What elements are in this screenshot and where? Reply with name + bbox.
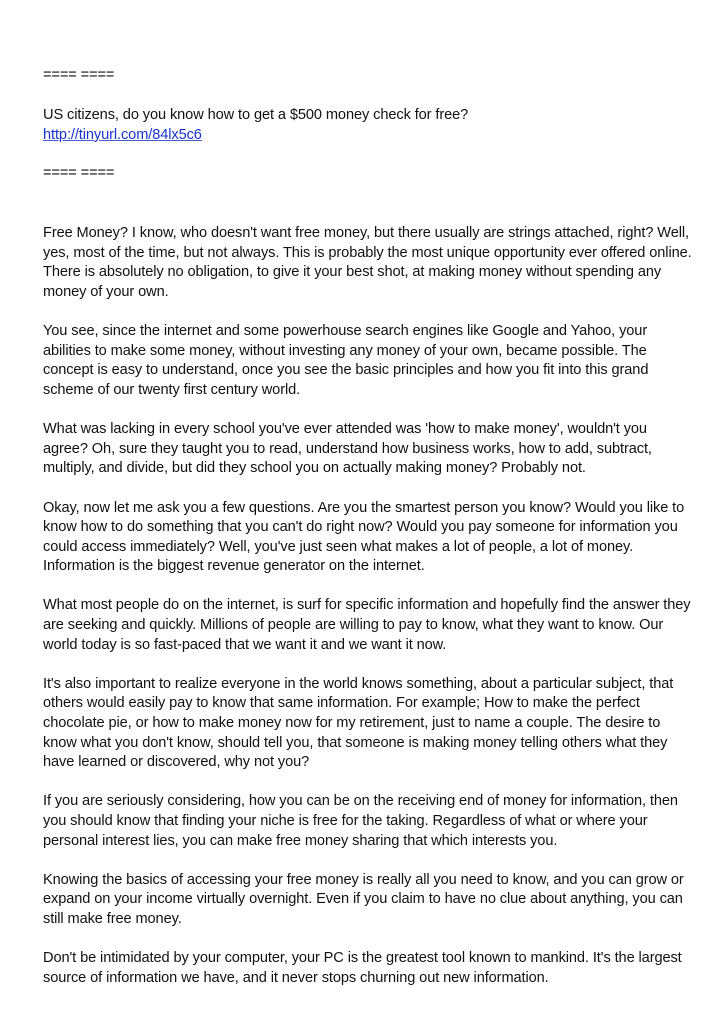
promo-link[interactable]: http://tinyurl.com/84lx5c6	[43, 126, 202, 143]
paragraph-niche: If you are seriously considering, how you can be on the receiving end of money for information, then you should know that finding your niche is free for the taking. Regardless of what or where your personal interest lies, you can make free money sharing that which interests you.	[43, 793, 678, 849]
paragraph-search-engines: You see, since the internet and some powerhouse search engines like Google and Yahoo, your abilities to make some money, without investing any money of your own, became possible. The concept is easy to understand, once you see the basic principles and how you fit into this grand scheme of our twenty first century world.	[43, 323, 649, 398]
promo-text: US citizens, do you know how to get a $500 money check for free?	[43, 107, 469, 123]
paragraph-basics: Knowing the basics of accessing your free money is really all you need to know, and you can grow or expand on your income virtually overnight. Even if you claim to have no clue about anything, you can still make free money.	[43, 871, 684, 927]
paragraph-questions: Okay, now let me ask you a few questions. Are you the smartest person you know? Would you like to know how to do something that you can't do right now? Would you pay someone for information you could access immediately? Well, you've just seen what makes a lot of people, a lot of money. Information is the biggest revenue generator on the internet.	[43, 499, 685, 575]
paragraph-school: What was lacking in every school you've ever attended was 'how to make money', wouldn't you agree? Oh, sure they taught you to read, understand how business works, how to add, subtract, multiply, and divide, but did they school you on actually making money? Probably not.	[43, 421, 652, 477]
document-page	[43, 66, 693, 1008]
divider-bottom: ==== ====	[43, 165, 115, 182]
paragraph-free-money: Free Money? I know, who doesn't want free money, but there usually are strings attached, right? Well, yes, most of the time, but not always. This is probably the most unique opportunity ever offered online. There is absolutely no obligation, to give it your best shot, at making money without spending any money of your own.	[43, 225, 692, 300]
paragraph-everyone-knows: It's also important to realize everyone in the world knows something, about a particular subject, that others would easily pay to know that same information. For example; How to make the perfect chocolate pie, or how to make money now for my retirement, just to name a couple. The desire to know what you don't know, should tell you, that someone is making money telling others what they have learned or discovered, why not you?	[43, 675, 674, 771]
paragraph-internet-information: What most people do on the internet, is surf for specific information and hopefully find the answer they are seeking and quickly. Millions of people are willing to pay to know, what they want to know. Our world today is so fast-paced that we want it and we want it now.	[43, 597, 691, 653]
paragraph-computer: Don't be intimidated by your computer, your PC is the greatest tool known to mankind. It's the largest source of information we have, and it never stops churning out new information.	[43, 950, 682, 986]
promo-block	[43, 106, 693, 145]
divider-top: ==== ====	[43, 67, 115, 83]
